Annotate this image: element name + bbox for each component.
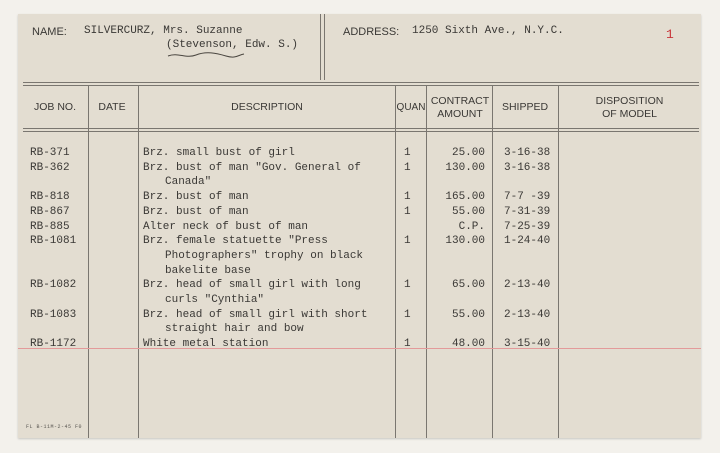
job-description	[143, 205, 249, 220]
col-date: DATE	[98, 101, 126, 113]
col-quan: QUAN	[396, 102, 426, 113]
col-disposition	[558, 95, 701, 121]
address-value: 1250 Sixth Ave., N.Y.C.	[412, 25, 564, 37]
job-description	[143, 234, 363, 278]
footer-code: FL B-11M-2-45 F0	[26, 424, 83, 430]
col-disposition-line1: DISPOSITION	[595, 95, 664, 107]
name-label: NAME:	[32, 26, 67, 38]
job-description-line: Canada"	[165, 176, 212, 189]
job-description-line: White metal station	[143, 338, 269, 351]
job-description-line: bakelite base	[165, 264, 251, 277]
col-disposition-line2: OF MODEL	[602, 108, 657, 120]
job-quantity: 1	[404, 161, 411, 174]
job-description-line: Brz. head of small girl with long	[143, 279, 361, 292]
job-contract-amount: 25.00	[451, 147, 485, 159]
job-shipped-date: 3-15-40	[504, 338, 551, 351]
job-description-line: Alter neck of bust of man	[143, 220, 309, 233]
job-description-line: Brz. bust of man	[143, 205, 249, 218]
job-description-line: Brz. small bust of girl	[143, 147, 295, 159]
job-contract-amount: 165.00	[445, 191, 485, 204]
job-number: RB-362	[30, 161, 70, 174]
job-description	[143, 337, 268, 352]
col-contract-amount	[426, 95, 494, 121]
job-contract-amount: 65.00	[451, 279, 485, 292]
card-number: 1	[666, 27, 674, 42]
job-number: RB-818	[30, 191, 70, 204]
col-contract-amount-line1: CONTRACT	[430, 95, 490, 107]
job-description-line: Brz. head of small girl with short	[143, 308, 368, 321]
job-contract-amount: 55.00	[451, 205, 485, 218]
job-description	[143, 308, 367, 337]
job-description	[143, 278, 361, 307]
job-description-line: Brz. female statuette "Press	[143, 235, 328, 248]
job-number: RB-885	[30, 220, 70, 233]
header-rule-bottom	[23, 128, 699, 129]
top-divider-left	[320, 14, 321, 80]
job-description	[143, 146, 295, 161]
record-card	[18, 14, 701, 438]
job-number: RB-1083	[30, 308, 77, 321]
col-job-no: JOB NO.	[33, 101, 76, 113]
address-label: ADDRESS:	[343, 26, 400, 38]
job-contract-amount: C.P.	[458, 220, 485, 233]
job-contract-amount: 48.00	[451, 338, 485, 351]
col-shipped: SHIPPED	[501, 101, 549, 113]
header-rule-top-2	[23, 85, 699, 86]
job-rows	[18, 146, 701, 356]
job-shipped-date: 3-16-38	[504, 147, 551, 159]
job-shipped-date: 7-31-39	[504, 205, 551, 218]
job-contract-amount: 55.00	[451, 308, 485, 321]
name-value: SILVERCURZ, Mrs. Suzanne	[84, 25, 243, 37]
job-quantity: 1	[404, 191, 411, 204]
job-quantity: 1	[404, 235, 411, 248]
job-shipped-date: 3-16-38	[504, 161, 551, 174]
job-description-line: straight hair and bow	[165, 323, 304, 336]
job-description-line: Photographers" trophy on black	[165, 249, 364, 262]
job-quantity: 1	[404, 205, 411, 218]
name-alias: (Stevenson, Edw. S.)	[166, 39, 299, 51]
job-description	[143, 190, 249, 205]
job-quantity: 1	[404, 279, 411, 292]
job-number: RB-1172	[30, 338, 77, 351]
col-contract-amount-line2: AMOUNT	[437, 108, 483, 120]
red-rule	[18, 348, 701, 349]
job-shipped-date: 1-24-40	[504, 235, 551, 248]
top-divider-right	[324, 14, 325, 80]
job-quantity: 1	[404, 338, 411, 351]
col-description: DESCRIPTION	[231, 101, 303, 113]
job-description-line: Brz. bust of man	[143, 191, 249, 204]
handwritten-underline-mark	[166, 51, 246, 59]
job-shipped-date: 2-13-40	[504, 279, 551, 292]
job-description-line: Brz. bust of man "Gov. General of	[143, 161, 361, 174]
job-shipped-date: 7-25-39	[504, 220, 551, 233]
job-number: RB-867	[30, 205, 70, 218]
job-contract-amount: 130.00	[445, 161, 485, 174]
job-number: RB-371	[30, 147, 70, 159]
job-description	[143, 161, 361, 190]
job-number: RB-1082	[30, 279, 77, 292]
job-number: RB-1081	[30, 235, 77, 248]
job-contract-amount: 130.00	[445, 235, 485, 248]
header-rule-bottom-2	[23, 131, 699, 132]
job-shipped-date: 7-7 -39	[504, 191, 551, 204]
job-quantity: 1	[404, 308, 411, 321]
job-description	[143, 220, 308, 235]
job-description-line: curls "Cynthia"	[165, 294, 265, 306]
header-rule-top	[23, 82, 699, 83]
job-shipped-date: 2-13-40	[504, 308, 551, 321]
job-quantity: 1	[404, 147, 411, 159]
